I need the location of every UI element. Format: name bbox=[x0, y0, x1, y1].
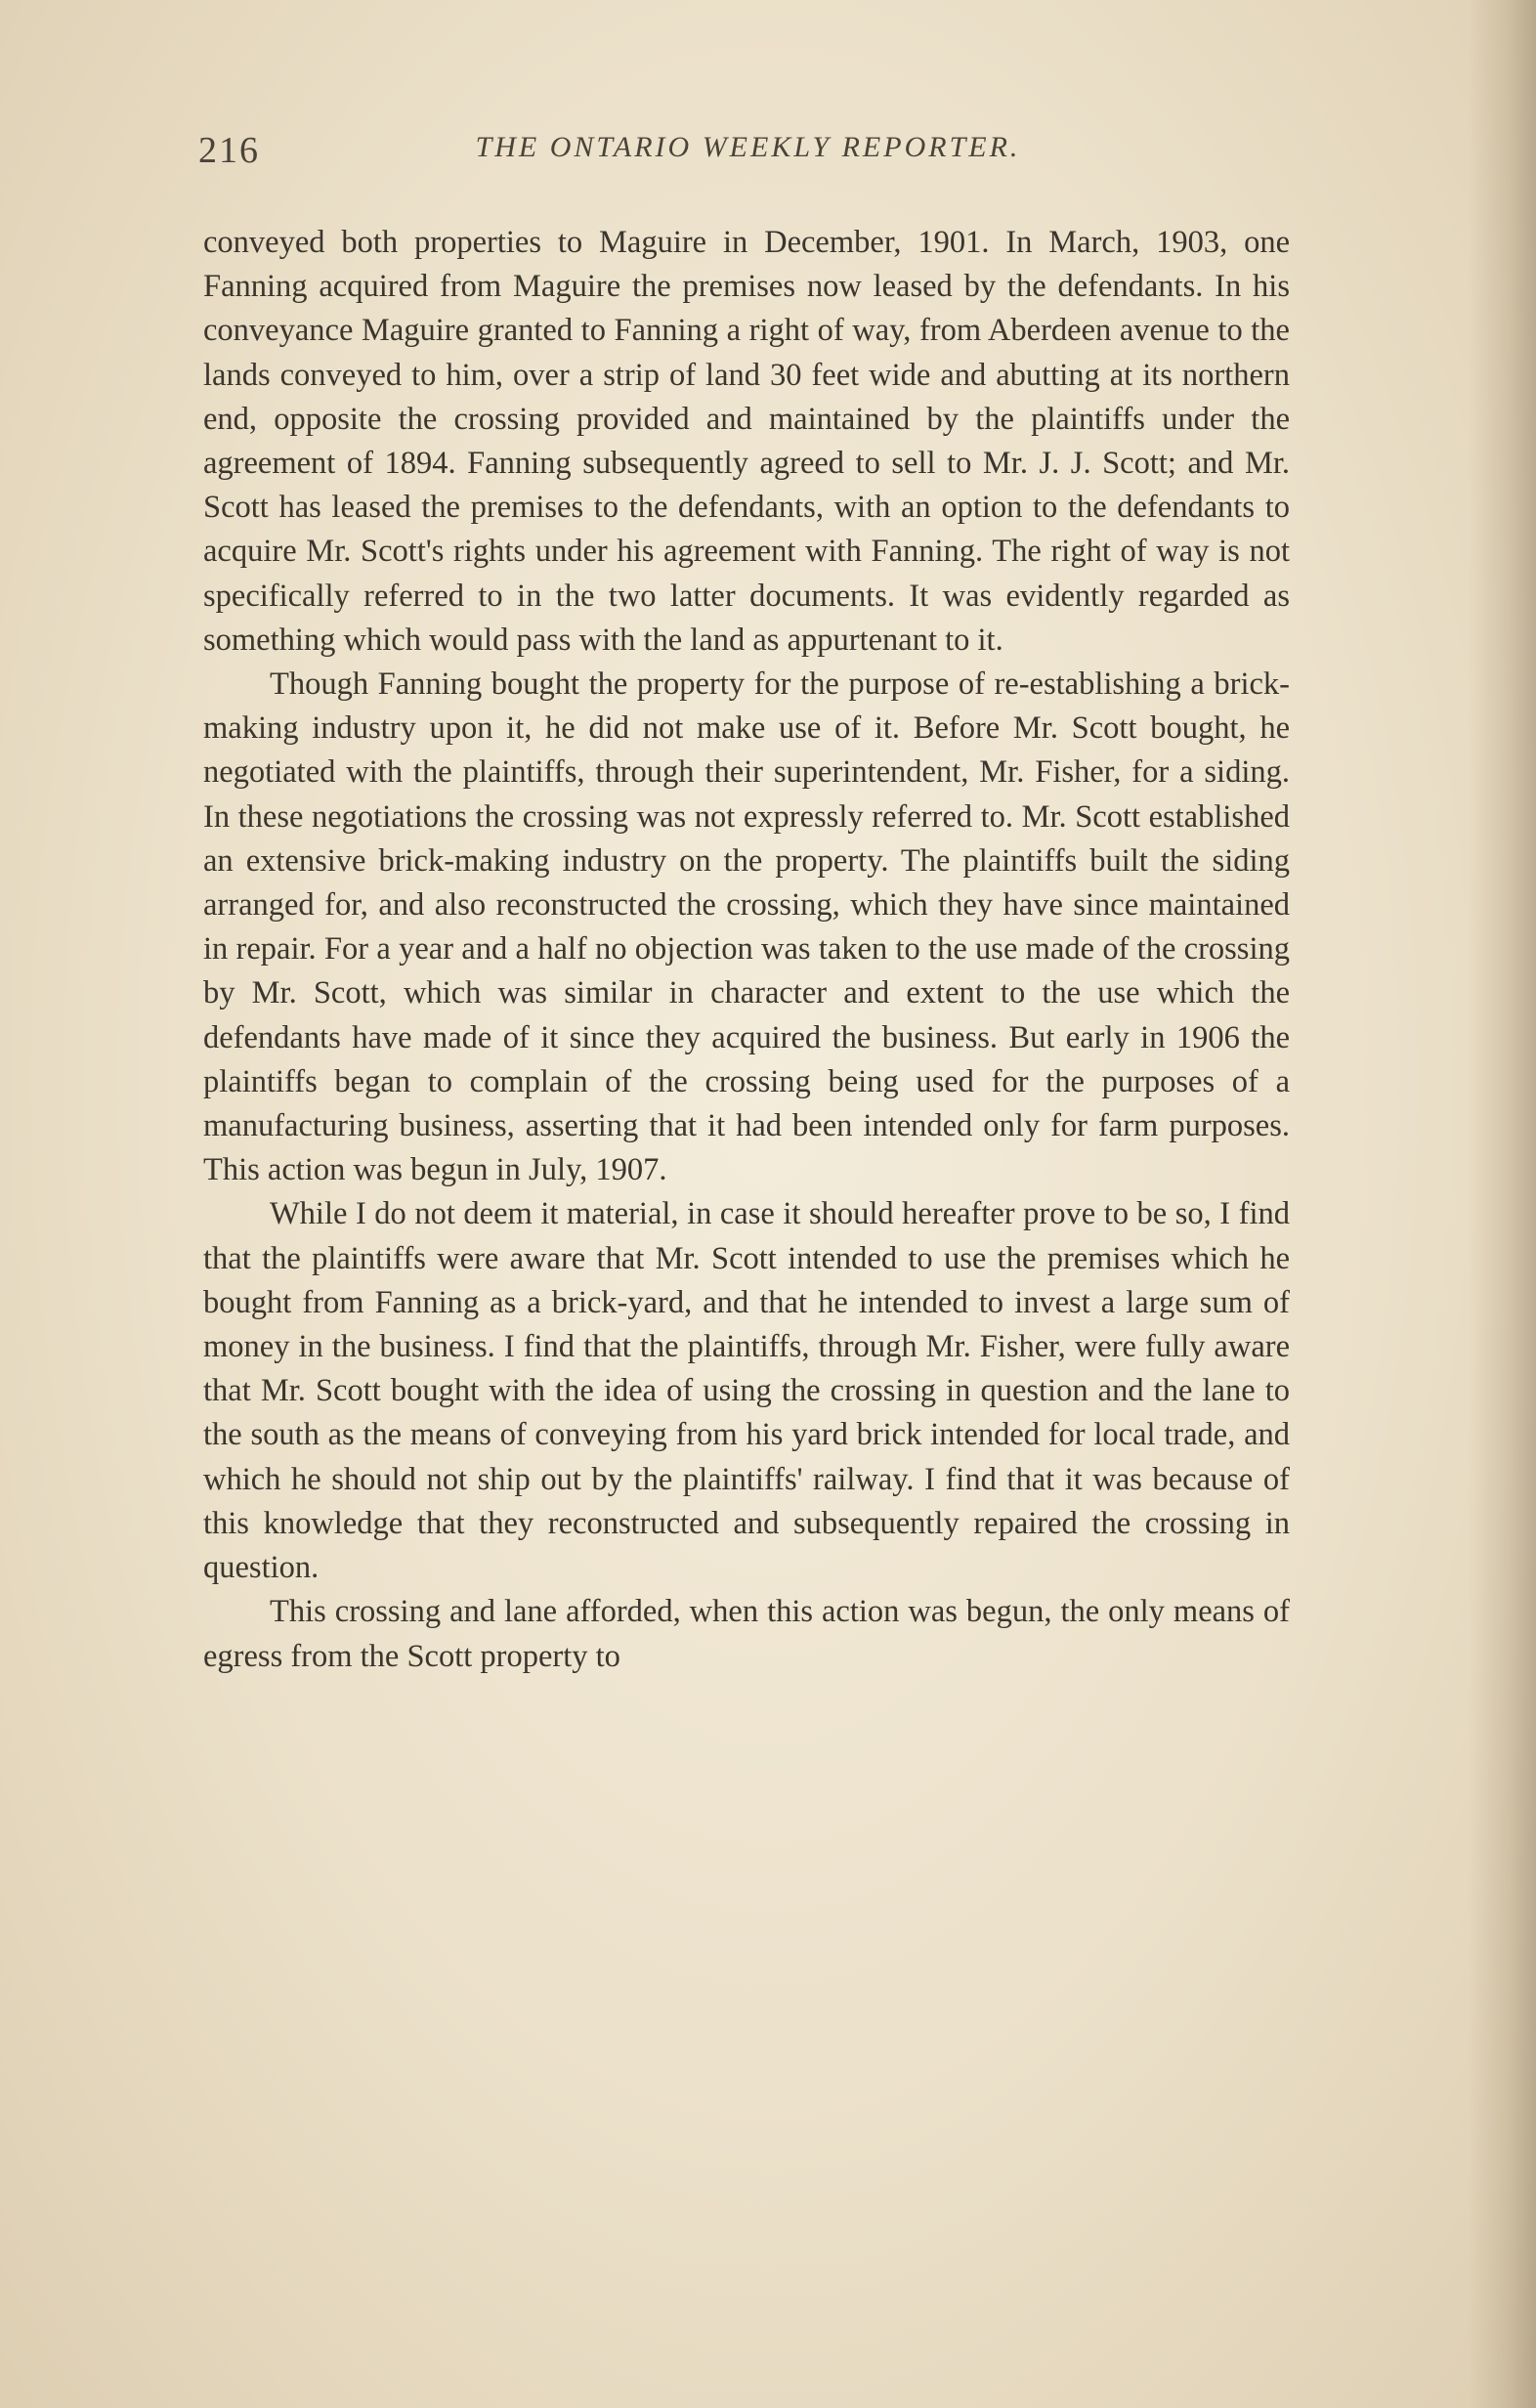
paragraph-fanning-purchase: Though Fanning bought the property for the purpose of re-establishing a brick-making industry upon it, he did not make use of it. Before Mr. Scott bought, he negotiated with the plaintiffs, through their superintendent, Mr. Fisher, for a siding. In these negotiations the crossing was not expressly referred to. Mr. Scott established an extensive brick-making industry on the property. The plaintiffs built the siding arranged for, and also reconstructed the crossing, which they have since maintained in repair. For a year and a half no objection was taken to the use made of the crossing by Mr. Scott, which was similar in character and extent to the use which the defendants have made of it since they acquired the business. But early in 1906 the plaintiffs began to complain of the crossing being used for the purposes of a manufacturing business, asserting that it had been intended only for farm purposes. This action was begun in July, 1907. bbox=[203, 666, 1290, 1188]
running-title: THE ONTARIO WEEKLY REPORTER. bbox=[475, 131, 1021, 163]
page-header bbox=[198, 129, 1298, 188]
paragraph-findings: While I do not deem it material, in case it should hereafter prove to be so, I find that the plaintiffs were aware that Mr. Scott intended to use the premises which he bought from Fanning as a brick-yard, and that he intended to invest a large sum of money in the business. I find that the plaintiffs, through Mr. Fisher, were fully aware that Mr. Scott bought with the idea of using the crossing in question and the lane to the south as the means of conveying from his yard brick intended for local trade, and which he should not ship out by the plaintiffs' railway. I find that it was because of this knowledge that they reconstructed and subsequently repaired the crossing in question. bbox=[203, 1196, 1290, 1586]
page-number: 216 bbox=[198, 130, 260, 171]
paragraph-continued: conveyed both properties to Maguire in December, 1901. In March, 1903, one Fanning acquired from Maguire the premises now leased by the defendants. In his conveyance Maguire granted to Fanning a right of way, from Aberdeen avenue to the lands conveyed to him, over a strip of land 30 feet wide and abutting at its northern end, opposite the crossing provided and maintained by the plaintiffs under the agreement of 1894. Fanning subsequently agreed to sell to Mr. J. J. Scott; and Mr. Scott has leased the premises to the defendants, with an option to the defendants to acquire Mr. Scott's rights under his agreement with Fanning. The right of way is not specifically referred to in the two latter documents. It was evidently regarded as something which would pass with the land as appurtenant to it. bbox=[203, 225, 1290, 658]
body-text bbox=[203, 221, 1290, 1679]
paragraph-crossing-lane: This crossing and lane afforded, when this action was begun, the only means of egress from the Scott property to bbox=[203, 1594, 1290, 1674]
